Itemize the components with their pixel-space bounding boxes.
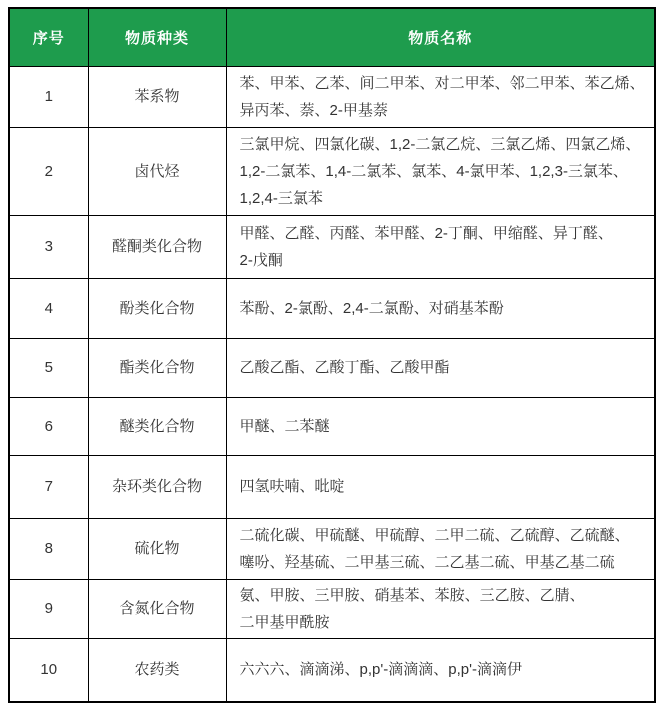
substance-item: 甲硫醚、: [314, 526, 375, 544]
substance-names: [226, 278, 655, 338]
substance-category: 含氮化合物: [88, 579, 226, 638]
substance-item: 羟基硫、: [284, 553, 345, 571]
substance-item: 1,2-二氯乙烷、: [389, 135, 491, 153]
substance-item: 三乙胺、: [479, 586, 540, 604]
header-substance-category: 物质种类: [88, 8, 226, 66]
substance-item: 乙酸丁酯、: [314, 359, 390, 376]
substance-item: p,p'-滴滴滴、: [359, 661, 449, 679]
substance-item: 甲胺、: [269, 586, 315, 604]
substance-item: 苯胺、: [434, 586, 480, 604]
substance-item: 乙酸乙酯、: [239, 359, 315, 376]
substance-item: 苯乙烯、: [584, 74, 645, 92]
substance-item: 苯、: [239, 74, 270, 92]
substance-table: [8, 7, 656, 703]
substance-names: [226, 127, 655, 215]
substance-names: [226, 455, 655, 518]
substance-item: 2,4-二氯酚、: [342, 299, 429, 317]
substance-item: 异丁醛、: [552, 224, 613, 242]
substance-item: 甲苯、: [269, 74, 315, 92]
substance-item: 吡啶: [314, 478, 345, 495]
table-row: [9, 638, 655, 702]
row-number: 1: [9, 66, 88, 127]
table-row: [9, 278, 655, 338]
substance-category: 酚类化合物: [88, 278, 226, 338]
header-serial-number: 序号: [9, 8, 88, 66]
substance-item: 1,2,3-三氯苯、: [529, 162, 628, 180]
substance-item: 1,4-二氯苯、: [325, 162, 412, 180]
substance-item: 甲醛、: [239, 224, 285, 242]
row-number: 7: [9, 455, 88, 518]
substance-names: [226, 66, 655, 127]
substance-item: 氯苯、: [411, 162, 457, 180]
substance-category: 卤代烃: [88, 127, 226, 215]
substance-item: 乙硫醇、: [509, 526, 570, 544]
substance-item: 丙醛、: [329, 224, 375, 242]
substance-names: [226, 579, 655, 638]
table-row: [9, 579, 655, 638]
substance-category: 农药类: [88, 638, 226, 702]
substance-item: 三甲胺、: [314, 586, 375, 604]
row-number: 9: [9, 579, 88, 638]
substance-item: 苯酚、: [239, 299, 285, 317]
substance-item: 邻二甲苯、: [509, 74, 585, 92]
substance-item: 六六六、: [239, 661, 300, 679]
substance-item: 乙苯、: [314, 74, 360, 92]
substance-item: 滴滴涕、: [299, 661, 360, 679]
substance-item: 二硫化碳、: [239, 526, 315, 544]
table-row: [9, 215, 655, 278]
row-number: 5: [9, 338, 88, 397]
header-substance-name: 物质名称: [226, 8, 655, 66]
substance-item: 间二甲苯、: [359, 74, 435, 92]
substance-item: 四氯化碳、: [314, 135, 390, 153]
substance-item: 二苯醚: [284, 417, 330, 435]
substance-item: 对硝基苯酚: [428, 299, 504, 317]
substance-item: 三氯甲烷、: [239, 135, 315, 153]
substance-item: 苯甲醛、: [374, 224, 435, 242]
substance-category: 酯类化合物: [88, 338, 226, 397]
substance-item: p,p'-滴滴伊: [448, 661, 522, 679]
substance-item: 二甲基三硫、: [344, 553, 435, 571]
substance-item: 甲基乙基二硫: [524, 553, 615, 571]
row-number: 3: [9, 215, 88, 278]
substance-category: 醚类化合物: [88, 397, 226, 455]
substance-item: 2-氯酚、: [284, 299, 343, 317]
substance-item: 乙醛、: [284, 224, 330, 242]
substance-item: 4-氯甲苯、: [456, 162, 530, 180]
row-number: 8: [9, 518, 88, 579]
substance-item: 2-甲基萘: [329, 101, 388, 119]
substance-item: 2-戊酮: [239, 251, 283, 269]
substance-item: 甲硫醇、: [374, 526, 435, 544]
substance-item: 四氯乙烯、: [565, 135, 641, 153]
substance-item: 乙酸甲酯: [389, 359, 450, 376]
substance-item: 二乙基二硫、: [434, 553, 525, 571]
substance-item: 二甲基甲酰胺: [239, 613, 330, 631]
substance-category: 醛酮类化合物: [88, 215, 226, 278]
substance-item: 四氢呋喃、: [239, 478, 315, 495]
row-number: 2: [9, 127, 88, 215]
table-row: [9, 397, 655, 455]
substance-item: 乙腈、: [539, 586, 585, 604]
substance-category: 杂环类化合物: [88, 455, 226, 518]
substance-item: 三氯乙烯、: [490, 135, 566, 153]
substance-category: 硫化物: [88, 518, 226, 579]
table-row: [9, 518, 655, 579]
substance-item: 二甲二硫、: [434, 526, 510, 544]
substance-category: 苯系物: [88, 66, 226, 127]
table-header: [9, 8, 655, 66]
substance-item: 噻吩、: [239, 553, 285, 571]
substance-names: [226, 215, 655, 278]
substance-item: 异丙苯、: [239, 101, 300, 119]
substance-item: 硝基苯、: [374, 586, 435, 604]
substance-item: 对二甲苯、: [434, 74, 510, 92]
row-number: 10: [9, 638, 88, 702]
substance-item: 甲缩醛、: [492, 224, 553, 242]
substance-item: 氨、: [239, 586, 270, 604]
row-number: 6: [9, 397, 88, 455]
substance-item: 1,2,4-三氯苯: [239, 189, 323, 207]
table-body: [9, 66, 655, 702]
substance-item: 甲醚、: [239, 417, 285, 435]
substance-names: [226, 397, 655, 455]
substance-item: 萘、: [299, 101, 330, 119]
row-number: 4: [9, 278, 88, 338]
substance-names: [226, 338, 655, 397]
table-row: [9, 127, 655, 215]
substance-names: [226, 638, 655, 702]
table-row: [9, 66, 655, 127]
substance-item: 1,2-二氯苯、: [239, 162, 326, 180]
table-row: [9, 455, 655, 518]
header-row: [9, 8, 655, 66]
table-row: [9, 338, 655, 397]
substance-item: 乙硫醚、: [569, 526, 630, 544]
substance-item: 2-丁酮、: [434, 224, 493, 242]
substance-names: [226, 518, 655, 579]
